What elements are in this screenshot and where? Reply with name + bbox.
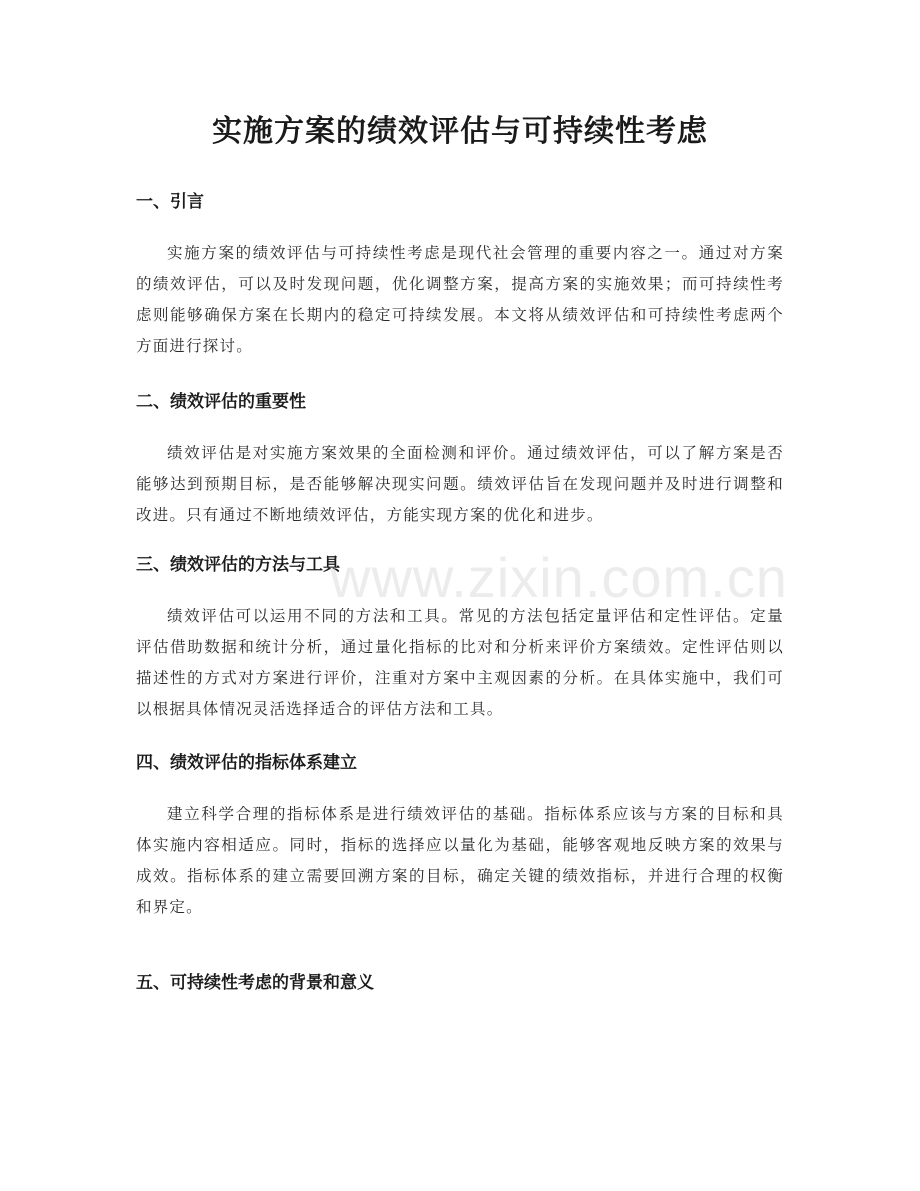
- section-heading-sustainability: 五、可持续性考虑的背景和意义: [136, 973, 374, 993]
- section-heading-indicators: 四、绩效评估的指标体系建立: [136, 753, 357, 773]
- document-body: [136, 180, 784, 1005]
- watermark: www.zixin.com.cn: [330, 546, 788, 609]
- section-paragraph-intro: 实施方案的绩效评估与可持续性考虑是现代社会管理的重要内容之一。通过对方案的绩效评估，可以及时发现问题，优化调整方案，提高方案的实施效果；而可持续性考虑则能够确保方案在长期内的稳定可持续发展。本文将从绩效评估和可持续性考虑两个方面进行探讨。: [136, 244, 784, 355]
- section-paragraph-indicators: 建立科学合理的指标体系是进行绩效评估的基础。指标体系应该与方案的目标和具体实施内容相适应。同时，指标的选择应以量化为基础，能够客观地反映方案的效果与成效。指标体系的建立需要回溯方案的目标，确定关键的绩效指标，并进行合理的权衡和界定。: [136, 805, 784, 916]
- section-paragraph-importance: 绩效评估是对实施方案效果的全面检测和评价。通过绩效评估，可以了解方案是否能够达到预期目标，是否能够解决现实问题。绩效评估旨在发现问题并及时进行调整和改进。只有通过不断地绩效评估，方能实现方案的优化和进步。: [136, 444, 784, 524]
- section-paragraph-methods: 绩效评估可以运用不同的方法和工具。常见的方法包括定量评估和定性评估。定量评估借助数据和统计分析，通过量化指标的比对和分析来评价方案绩效。定性评估则以描述性的方式对方案进行评价，注重对方案中主观因素的分析。在具体实施中，我们可以根据具体情况灵活选择适合的评估方法和工具。: [136, 607, 784, 718]
- section-heading-importance: 二、绩效评估的重要性: [136, 392, 306, 412]
- section-heading-methods: 三、绩效评估的方法与工具: [136, 555, 340, 575]
- section-heading-intro: 一、引言: [136, 192, 204, 212]
- document-title: 实施方案的绩效评估与可持续性考虑: [212, 114, 708, 149]
